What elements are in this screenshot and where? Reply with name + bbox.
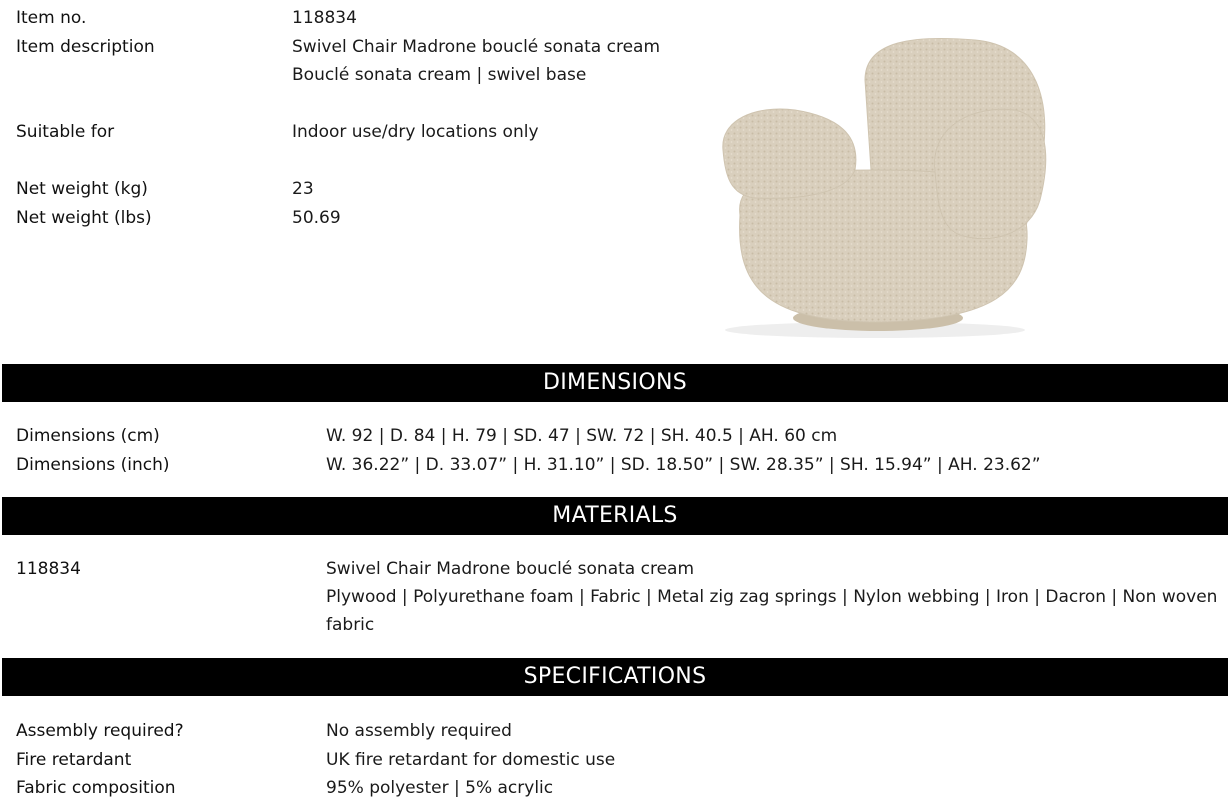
- net-weight-lbs-value: 50.69: [292, 208, 341, 228]
- suitable-for-label: Suitable for: [16, 122, 115, 142]
- spec-fabric-composition-value: 95% polyester | 5% acrylic: [326, 778, 554, 798]
- dimensions-cm-label: Dimensions (cm): [16, 426, 160, 446]
- dimensions-heading: DIMENSIONS: [2, 364, 1228, 402]
- specifications-heading: SPECIFICATIONS: [2, 658, 1228, 696]
- spec-fire-retardant-value: UK fire retardant for domestic use: [326, 750, 616, 770]
- net-weight-kg-value: 23: [292, 179, 314, 199]
- spec-assembly-value: No assembly required: [326, 721, 512, 741]
- dimensions-inch-label: Dimensions (inch): [16, 455, 170, 475]
- materials-list: Plywood | Polyurethane foam | Fabric | Metal zig zag springs | Nylon webbing | Iron | Dacron | Non woven fabric: [326, 587, 1218, 635]
- net-weight-lbs-label: Net weight (lbs): [16, 208, 152, 228]
- item-no-value: 118834: [292, 8, 357, 28]
- suitable-for-value: Indoor use/dry locations only: [292, 122, 539, 142]
- item-description-line2: Bouclé sonata cream | swivel base: [292, 65, 587, 85]
- net-weight-kg-label: Net weight (kg): [16, 179, 148, 199]
- spec-fabric-composition-label: Fabric composition: [16, 778, 176, 798]
- spec-fire-retardant-label: Fire retardant: [16, 750, 132, 770]
- item-description-label: Item description: [16, 37, 155, 57]
- item-description-line1: Swivel Chair Madrone bouclé sonata cream: [292, 37, 661, 57]
- materials-heading: MATERIALS: [2, 497, 1228, 535]
- dimensions-cm-value: W. 92 | D. 84 | H. 79 | SD. 47 | SW. 72 | SH. 40.5 | AH. 60 cm: [326, 426, 838, 446]
- dimensions-inch-value: W. 36.22” | D. 33.07” | H. 31.10” | SD. 18.50” | SW. 28.35” | SH. 15.94” | AH. 23.62”: [326, 455, 1041, 475]
- swivel-chair-image: [715, 30, 1055, 340]
- item-no-label: Item no.: [16, 8, 87, 28]
- materials-item-name: Swivel Chair Madrone bouclé sonata cream: [326, 559, 695, 579]
- materials-item-label: 118834: [16, 559, 81, 579]
- spec-assembly-label: Assembly required?: [16, 721, 184, 741]
